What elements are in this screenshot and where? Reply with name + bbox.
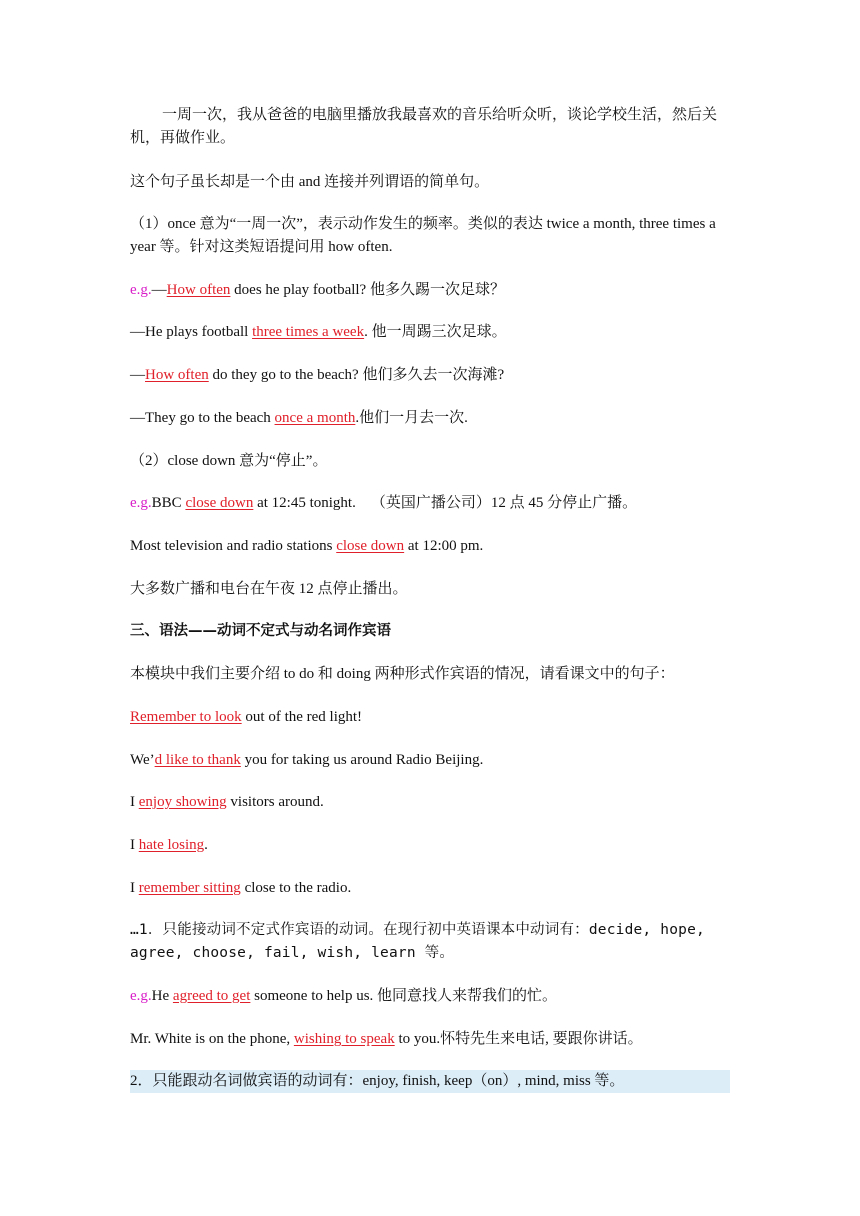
- rule-2-paragraph: 2．只能跟动名词做宾语的动词有：enjoy, finish, keep（on）, mind, miss 等。: [130, 1070, 730, 1093]
- example-8: [130, 1028, 730, 1051]
- eg-label: e.g.: [130, 495, 152, 511]
- example-6-translation: 大多数广播和电台在午夜 12 点停止播出。: [130, 581, 408, 597]
- example-text: visitors around.: [226, 794, 324, 810]
- eg-label: e.g.: [130, 988, 152, 1004]
- section-3-heading: 三、语法——动词不定式与动名词作宾语: [130, 623, 391, 639]
- example-2: [130, 321, 730, 344]
- sentence-note: 这个句子虽长却是一个由 and 连接并列谓语的简单句。: [130, 174, 490, 190]
- highlight-phrase: hate losing: [138, 837, 205, 853]
- example-text: We’: [130, 752, 155, 768]
- highlight-phrase: three times a week: [252, 324, 365, 340]
- text-sentence-2: [130, 749, 730, 772]
- highlight-phrase: wishing to speak: [293, 1031, 395, 1047]
- eg-label: e.g.: [130, 282, 152, 298]
- example-text: does he play football? 他多久踢一次足球？: [230, 282, 505, 298]
- example-text: He: [151, 988, 173, 1004]
- example-text: .: [204, 837, 208, 853]
- example-7: [130, 985, 730, 1008]
- rule-1-paragraph: …1．只能接动词不定式作宾语的动词。在现行初中英语课本中动词有：decide, hope, agree, choose, fail, wish, learn 等。: [130, 922, 705, 961]
- example-text: I: [130, 837, 139, 853]
- example-text: —He plays football: [130, 324, 253, 340]
- text-sentence-4: [130, 834, 730, 857]
- section-3-intro: 本模块中我们主要介绍 to do 和 doing 两种形式作宾语的情况，请看课文中的句子：: [130, 666, 675, 682]
- example-text: Mr. White is on the phone,: [130, 1031, 294, 1047]
- example-text: at 12:00 pm.: [404, 538, 484, 554]
- highlight-phrase: enjoy showing: [138, 794, 227, 810]
- point-1-paragraph: （1）once 意为“一周一次”，表示动作发生的频率。类似的表达 twice a month, three times a year 等。针对这类短语提问用 how often.: [130, 216, 716, 255]
- example-text: —: [151, 282, 167, 298]
- point-2-paragraph: （2）close down 意为“停止”。: [130, 453, 328, 469]
- example-text: someone to help us. 他同意找人来帮我们的忙。: [250, 988, 558, 1004]
- example-text: —They go to the beach: [130, 410, 275, 426]
- example-text: Most television and radio stations: [130, 538, 337, 554]
- highlight-phrase: close down: [336, 538, 405, 554]
- example-1: [130, 279, 730, 302]
- text-sentence-5: [130, 877, 730, 900]
- highlight-phrase: agreed to get: [172, 988, 251, 1004]
- example-text: —: [130, 367, 145, 383]
- example-text: BBC: [151, 495, 186, 511]
- highlight-phrase: d like to thank: [154, 752, 241, 768]
- example-text: out of the red light!: [241, 709, 363, 725]
- highlight-phrase: Remember to look: [130, 709, 242, 725]
- highlight-phrase: How often: [166, 282, 231, 298]
- highlight-phrase: How often: [145, 367, 209, 383]
- example-text: close to the radio.: [240, 880, 352, 896]
- example-text: I: [130, 880, 139, 896]
- example-text: you for taking us around Radio Beijing.: [240, 752, 484, 768]
- example-text: do they go to the beach? 他们多久去一次海滩?: [208, 367, 505, 383]
- example-3: [130, 364, 730, 387]
- highlight-phrase: once a month: [274, 410, 356, 426]
- highlight-phrase: remember sitting: [138, 880, 241, 896]
- example-4: [130, 407, 730, 430]
- intro-paragraph: 一周一次，我从爸爸的电脑里播放我最喜欢的音乐给听众听，谈论学校生活，然后关机，再做作业。: [130, 107, 718, 146]
- text-sentence-3: [130, 791, 730, 814]
- example-text: .他们一月去一次.: [355, 410, 468, 426]
- example-text: to you.怀特先生来电话, 要跟你讲话。: [394, 1031, 643, 1047]
- example-text: at 12:45 tonight. （英国广播公司）12 点 45 分停止广播。: [253, 495, 638, 511]
- example-text: . 他一周踢三次足球。: [364, 324, 507, 340]
- example-text: I: [130, 794, 139, 810]
- example-6: [130, 535, 730, 558]
- highlight-phrase: close down: [185, 495, 254, 511]
- text-sentence-1: [130, 706, 730, 729]
- example-5: [130, 492, 730, 515]
